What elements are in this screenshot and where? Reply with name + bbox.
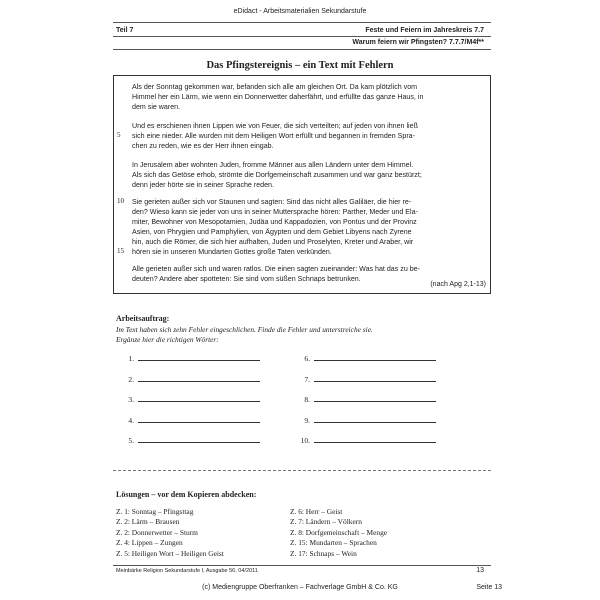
blank-number: 7. bbox=[304, 375, 310, 384]
paragraph-1 bbox=[132, 82, 487, 112]
answer-blank-4[interactable] bbox=[116, 416, 260, 425]
blank-number: 5. bbox=[128, 436, 134, 445]
answer-blank-7[interactable] bbox=[292, 375, 436, 384]
header-divider-2 bbox=[113, 36, 491, 37]
answer-blank-5[interactable] bbox=[116, 436, 260, 445]
text-line: Himmel her ein Lärm, wie wenn ein Donnerwetter daherfährt, und erfüllte das ganze Haus, in bbox=[132, 93, 424, 101]
text-line: hören sie in unseren Mundarten Gottes große Taten verkünden. bbox=[132, 248, 332, 256]
paragraph-4 bbox=[132, 197, 487, 257]
line-number: 5 bbox=[117, 131, 121, 139]
text-line: denn jeder hörte sie in seiner Sprache reden. bbox=[132, 181, 274, 189]
paragraph-3 bbox=[132, 160, 487, 190]
blank-line[interactable] bbox=[138, 416, 260, 423]
header-divider bbox=[113, 22, 491, 23]
solution-item: Z. 2: Donnerwetter – Sturm bbox=[116, 527, 198, 537]
blank-line[interactable] bbox=[314, 375, 436, 382]
blank-line[interactable] bbox=[314, 416, 436, 423]
text-line: Alle gerieten außer sich und waren ratlos. Die einen sagten zueinander: Was hat das zu be- bbox=[132, 265, 420, 273]
answer-blank-6[interactable] bbox=[292, 354, 436, 363]
solution-item: Z. 5: Heiligen Wort – Heiligen Geist bbox=[116, 548, 224, 558]
publication-info: Meinbärke Religion Sekundarstufe I, Ausgabe 56, 04/2011 bbox=[116, 568, 258, 574]
text-line: deuten? Andere aber spotteten: Sie sind vom süßen Schnaps betrunken. bbox=[132, 275, 361, 283]
page-number: 13 bbox=[476, 567, 484, 574]
answer-blank-10[interactable] bbox=[292, 436, 436, 445]
paragraph-2 bbox=[132, 121, 487, 151]
solution-item: Z. 6: Herr – Geist bbox=[290, 507, 343, 516]
blank-number: 1. bbox=[128, 354, 134, 363]
solution-item: Z. 2: Lärm – Brausen bbox=[116, 517, 180, 527]
text-line: Als der Sonntag gekommen war, befanden sich alle am gleichen Ort. Da kam plötzlich vom bbox=[132, 83, 418, 91]
site-header: eDidact - Arbeitsmaterialien Sekundarstufe bbox=[233, 8, 367, 15]
text-line: sich eine nieder. Alle wurden mit dem Heiligen Wort erfüllt und begannen in fremden Spra- bbox=[132, 132, 415, 140]
line-number: 10 bbox=[117, 197, 125, 205]
blank-number: 4. bbox=[128, 416, 134, 425]
answer-blank-2[interactable] bbox=[116, 375, 260, 384]
solution-item: Z. 7: Ländern – Völkern bbox=[290, 517, 362, 527]
solutions-title: Lösungen – vor dem Kopieren abdecken: bbox=[116, 490, 257, 499]
task-line: Im Text haben sich zehn Fehler eingeschlichen. Finde die Fehler und unterstreiche sie. bbox=[116, 325, 373, 334]
text-line: Sie gerieten außer sich vor Staunen und sagten: Sind das nicht alles Galiläer, die hier re- bbox=[132, 198, 412, 206]
task-line: Ergänze hier die richtigen Wörter: bbox=[116, 334, 219, 344]
blank-line[interactable] bbox=[138, 436, 260, 443]
blank-line[interactable] bbox=[138, 395, 260, 402]
source-reference: (nach Apg 2,1-13) bbox=[430, 281, 486, 288]
answer-blank-1[interactable] bbox=[116, 354, 260, 363]
chapter-label: Feste und Feiern im Jahreskreis 7.7 bbox=[365, 27, 484, 34]
blank-number: 6. bbox=[304, 354, 310, 363]
blank-number: 3. bbox=[128, 395, 134, 404]
task-instructions bbox=[116, 325, 373, 344]
blank-line[interactable] bbox=[314, 354, 436, 361]
text-line: hin, auch die Römer, die sich hier aufhalten, Juden und Proselyten, Kreter und Araber, wir bbox=[132, 238, 414, 246]
page-label: Seite 13 bbox=[476, 584, 502, 591]
blank-line[interactable] bbox=[314, 395, 436, 402]
text-line: miter, Bewohner von Mesopotamien, Judäa und Kappadozien, von Pontus und der Provinz bbox=[132, 218, 417, 226]
footer-divider bbox=[113, 565, 491, 566]
solution-item: Z. 1: Sonntag – Pfingsttag bbox=[116, 507, 194, 516]
header-divider-3 bbox=[113, 49, 491, 50]
line-number: 15 bbox=[117, 247, 125, 255]
solutions-right bbox=[290, 507, 387, 559]
answer-blank-3[interactable] bbox=[116, 395, 260, 404]
answer-blank-9[interactable] bbox=[292, 416, 436, 425]
section-label: Teil 7 bbox=[116, 27, 134, 34]
text-line: dem sie waren. bbox=[132, 103, 181, 111]
cut-line bbox=[113, 470, 491, 471]
text-line: chen zu reden, wie es der Herr ihnen eingab. bbox=[132, 142, 274, 150]
answer-blank-8[interactable] bbox=[292, 395, 436, 404]
blank-line[interactable] bbox=[314, 436, 436, 443]
blank-line[interactable] bbox=[138, 354, 260, 361]
blank-number: 9. bbox=[304, 416, 310, 425]
solution-item: Z. 17: Schnaps – Wein bbox=[290, 548, 357, 558]
solution-item: Z. 8: Dorfgemeinschaft – Menge bbox=[290, 527, 388, 537]
text-line: In Jerusalem aber wohnten Juden, fromme Männer aus allen Ländern unter dem Himmel. bbox=[132, 161, 414, 169]
solutions-left bbox=[116, 507, 224, 559]
text-line: den? Wieso kann sie jeder von uns in seiner Muttersprache hören: Parther, Meder und Ela- bbox=[132, 208, 418, 216]
solution-item: Z. 4: Lippen – Zungen bbox=[116, 538, 183, 548]
copyright: (c) Mediengruppe Oberfranken – Fachverlage GmbH & Co. KG bbox=[202, 584, 398, 591]
blank-number: 8. bbox=[304, 395, 310, 404]
page-title: Das Pfingstereignis – ein Text mit Fehlern bbox=[206, 60, 394, 71]
blank-number: 2. bbox=[128, 375, 134, 384]
solution-item: Z. 15: Mundarten – Sprachen bbox=[290, 538, 377, 548]
worksheet-code: Warum feiern wir Pfingsten? 7.7.7/M4f** bbox=[352, 39, 484, 46]
text-line: Asien, von Phrygien und Pamphylien, von Ägypten und dem Gebiet Libyens nach Zyrene bbox=[132, 228, 412, 236]
blank-line[interactable] bbox=[138, 375, 260, 382]
text-line: Und es erschienen ihnen Lippen wie von Feuer, die sich verteilten; auf jeden von ihnen ließ bbox=[132, 122, 418, 130]
blank-number: 10. bbox=[300, 436, 310, 445]
task-title: Arbeitsauftrag: bbox=[116, 314, 170, 323]
text-line: Als sich das Getöse erhob, strömte die Dorfgemeinschaft zusammen und war ganz bestürzt; bbox=[132, 171, 422, 179]
